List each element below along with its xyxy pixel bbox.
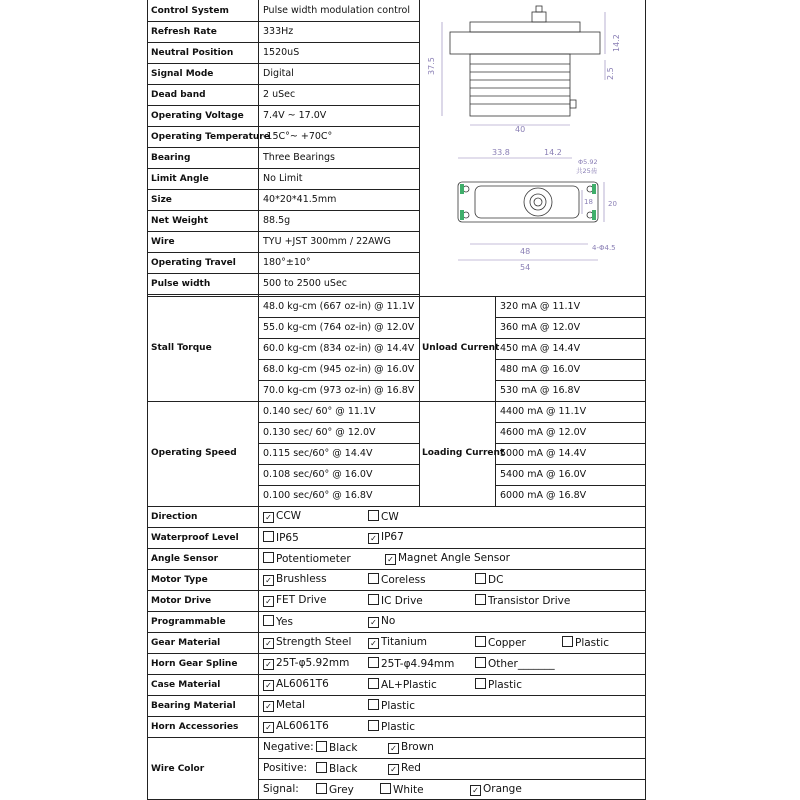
option-row-divider [147,695,646,696]
option-item[interactable] [263,573,327,586]
dim-top-mount: 48 [520,247,531,256]
spec-label: Limit Angle [151,174,209,184]
unchecked-checkbox-icon[interactable] [475,594,486,605]
option-item[interactable] [368,678,437,691]
wire-option[interactable] [380,783,424,796]
spec-value: 88.5g [263,215,291,226]
sub-row-divider [258,422,419,423]
option-text: No [381,615,396,627]
wire-option-text: Red [401,762,421,774]
option-row-divider [147,674,646,675]
spec-row-divider [147,231,419,232]
option-label: Bearing Material [151,701,236,711]
unchecked-checkbox-icon[interactable] [316,741,327,752]
option-row-divider [147,548,646,549]
wire-option-text: White [393,784,424,796]
option-label: Motor Drive [151,596,212,606]
dim-top-holes: 4-Φ4.5 [592,244,616,252]
table-border-left [147,0,148,800]
spec-value: 2 uSec [263,89,296,100]
spec-row-divider [147,210,419,211]
option-text: Potentiometer [276,553,351,565]
option-text: Copper [488,637,526,649]
right-value: 450 mA @ 14.4V [500,343,581,354]
checked-checkbox-icon[interactable]: ✓ [263,575,274,586]
unchecked-checkbox-icon[interactable] [368,657,379,668]
checked-checkbox-icon[interactable]: ✓ [470,785,481,796]
dim-side-top: 14.2 [612,34,621,52]
spec-label: Wire [151,237,175,247]
sub-row-divider [495,485,645,486]
spec-value: TYU +JST 300mm / 22AWG [263,236,391,247]
sub-row-divider [258,464,419,465]
table-border-right [645,0,646,800]
option-item[interactable] [263,678,329,691]
spec-row-divider [147,21,419,22]
unchecked-checkbox-icon[interactable] [263,615,274,626]
left-value: 0.140 sec/ 60° @ 11.1V [263,406,376,417]
sub-row-divider [258,380,419,381]
unchecked-checkbox-icon[interactable] [380,783,391,794]
stall-torque-label: Stall Torque [151,343,212,353]
spec-value: No Limit [263,173,303,184]
checked-checkbox-icon[interactable]: ✓ [263,659,274,670]
option-text: AL6061T6 [276,720,329,732]
option-label: Angle Sensor [151,554,219,564]
spec-label: Dead band [151,90,206,100]
right-value: 5000 mA @ 14.4V [500,448,587,459]
unchecked-checkbox-icon[interactable] [316,762,327,773]
unchecked-checkbox-icon[interactable] [368,720,379,731]
option-text: CW [381,511,399,523]
section-divider [147,296,646,297]
option-item[interactable] [475,636,526,649]
spec-label: Signal Mode [151,69,214,79]
left-value: 0.130 sec/ 60° @ 12.0V [263,427,376,438]
left-value: 0.100 sec/60° @ 16.8V [263,490,373,501]
wire-row-divider [258,758,646,759]
sub-row-divider [495,359,645,360]
checked-checkbox-icon[interactable]: ✓ [263,638,274,649]
right-value: 4400 mA @ 11.1V [500,406,587,417]
sub-row-divider [258,338,419,339]
spec-value: 333Hz [263,26,294,37]
wire-option-text: Brown [401,741,434,753]
option-text: Brushless [276,573,327,585]
spec-value: Three Bearings [263,152,335,163]
column-divider [258,0,259,800]
right-value: 530 mA @ 16.8V [500,385,581,396]
spec-value: 500 to 2500 uSec [263,278,348,289]
wire-option[interactable] [388,741,434,754]
spec-value: -15C°~ +70C° [263,131,333,142]
spec-label: Size [151,195,172,205]
wire-option-text: Black [329,763,358,775]
right-value: 480 mA @ 16.0V [500,364,581,375]
spec-label: Bearing [151,153,191,163]
option-label: Motor Type [151,575,208,585]
checked-checkbox-icon[interactable]: ✓ [388,743,399,754]
unchecked-checkbox-icon[interactable] [475,657,486,668]
option-item[interactable] [385,552,510,565]
option-item[interactable] [562,636,609,649]
dim-side-width: 40 [515,125,526,134]
spec-row-divider [147,105,419,106]
right-value: 320 mA @ 11.1V [500,301,581,312]
dim-top-length: 54 [520,263,531,272]
option-item[interactable] [263,615,293,628]
option-item[interactable] [263,594,326,607]
option-item[interactable] [263,510,301,523]
sub-row-divider [495,317,645,318]
spec-label: Operating Travel [151,258,236,268]
spec-label: Control System [151,6,229,16]
wire-color-label: Wire Color [151,764,205,774]
dim-top-inner: 18 [584,198,593,206]
option-item[interactable] [368,657,454,670]
dim-top-gear: 14.2 [544,148,562,157]
option-row-divider [147,527,646,528]
option-text: DC [488,574,504,586]
unchecked-checkbox-icon[interactable] [368,573,379,584]
dim-spline-dia: Φ5.92 [578,158,598,166]
wire-option[interactable] [388,762,421,775]
spec-label: Operating Voltage [151,111,244,121]
left-value: 0.108 sec/60° @ 16.0V [263,469,373,480]
wire-option[interactable] [470,783,522,796]
left-value: 48.0 kg-cm (667 oz-in) @ 11.1V [263,301,415,312]
unload-current-label: Unload Current [422,343,500,353]
option-text: CCW [276,510,302,522]
right-value: 360 mA @ 12.0V [500,322,581,333]
checked-checkbox-icon[interactable]: ✓ [385,554,396,565]
wire-option-text: Grey [329,784,354,796]
option-text: Yes [276,616,293,628]
dim-top-offset: 33.8 [492,148,510,157]
option-text: Plastic [488,679,522,691]
option-label: Horn Accessories [151,722,239,732]
spec-row-divider [147,168,419,169]
wire-option[interactable] [316,762,357,775]
option-item[interactable] [263,552,351,565]
option-item[interactable] [475,573,503,586]
dim-side-height: 37.5 [427,57,436,75]
option-label: Programmable [151,617,226,627]
checked-checkbox-icon[interactable]: ✓ [263,512,274,523]
sub-row-divider [495,380,645,381]
wire-prefix: Positive: [263,762,308,774]
spec-row-divider [147,126,419,127]
unchecked-checkbox-icon[interactable] [263,552,274,563]
dim-top-outer: 20 [608,200,617,208]
option-item[interactable] [368,573,426,586]
wire-option-text: Black [329,742,358,754]
option-row-divider [147,716,646,717]
option-item[interactable] [368,720,415,733]
option-label: Case Material [151,680,221,690]
option-text: IC Drive [381,595,423,607]
spec-row-divider [147,42,419,43]
option-text: Metal [276,699,305,711]
option-text: Plastic [381,700,415,712]
spec-value: 40*20*41.5mm [263,194,337,205]
checked-checkbox-icon[interactable]: ✓ [368,617,379,628]
sub-row-divider [495,422,645,423]
spec-row-divider [147,147,419,148]
option-text: Strength Steel [276,636,352,648]
option-text: Magnet Angle Sensor [398,552,510,564]
option-text: AL+Plastic [381,679,437,691]
option-item[interactable] [263,636,351,649]
unchecked-checkbox-icon[interactable] [475,636,486,647]
option-label: Horn Gear Spline [151,659,238,669]
spec-label: Operating Temperature [151,132,270,142]
option-label: Direction [151,512,198,522]
option-text: FET Drive [276,594,327,606]
option-row-divider [147,653,646,654]
checked-checkbox-icon[interactable]: ✓ [388,764,399,775]
option-item[interactable] [263,531,299,544]
option-text: Plastic [381,721,415,733]
spec-row-divider [147,252,419,253]
checked-checkbox-icon[interactable]: ✓ [263,722,274,733]
option-text: 25T-φ5.92mm [276,657,350,669]
option-row-divider [147,737,646,738]
wire-prefix: Signal: [263,783,299,795]
servo-top-view-drawing [420,140,645,280]
option-item[interactable] [263,720,329,733]
option-item[interactable] [368,636,427,649]
unchecked-checkbox-icon[interactable] [368,594,379,605]
left-value: 68.0 kg-cm (945 oz-in) @ 16.0V [263,364,415,375]
spec-value: Digital [263,68,294,79]
option-item[interactable] [368,699,415,712]
right-value: 6000 mA @ 16.8V [500,490,587,501]
sub-row-divider [495,464,645,465]
option-text: Other_______ [488,658,555,670]
option-row-divider [147,632,646,633]
wire-option[interactable] [316,741,357,754]
wire-option[interactable] [316,783,354,796]
unchecked-checkbox-icon[interactable] [368,510,379,521]
spec-label: Net Weight [151,216,209,226]
sub-row-divider [495,338,645,339]
unchecked-checkbox-icon[interactable] [368,678,379,689]
left-value: 70.0 kg-cm (973 oz-in) @ 16.8V [263,385,415,396]
option-item[interactable] [368,615,395,628]
option-row-divider [147,569,646,570]
left-value: 60.0 kg-cm (834 oz-in) @ 14.4V [263,343,415,354]
option-label: Gear Material [151,638,221,648]
unchecked-checkbox-icon[interactable] [368,699,379,710]
spec-row-divider [147,273,419,274]
loading-current-label: Loading Current [422,448,505,458]
unchecked-checkbox-icon[interactable] [475,573,486,584]
spec-label: Pulse width [151,279,211,289]
speed-divider-1 [419,401,420,506]
checked-checkbox-icon[interactable]: ✓ [263,596,274,607]
stall-divider-1 [419,296,420,401]
sub-row-divider [495,443,645,444]
section-divider [147,506,646,507]
sub-row-divider [258,443,419,444]
option-text: Transistor Drive [488,595,571,607]
spec-row-divider [147,84,419,85]
spec-row-divider [147,63,419,64]
wire-option-text: Orange [483,783,522,795]
option-text: IP65 [276,532,299,544]
option-item[interactable] [263,657,349,670]
unchecked-checkbox-icon[interactable] [263,531,274,542]
section-divider [147,401,646,402]
dim-side-small: 2.5 [606,67,615,80]
option-item[interactable] [263,699,305,712]
option-text: Plastic [575,637,609,649]
sub-row-divider [258,359,419,360]
right-value: 5400 mA @ 16.0V [500,469,587,480]
option-row-divider [147,590,646,591]
sub-row-divider [258,317,419,318]
spec-value: 7.4V ~ 17.0V [263,110,327,121]
checked-checkbox-icon[interactable]: ✓ [368,533,379,544]
servo-side-view-drawing [420,0,645,150]
option-text: Titanium [381,636,428,648]
option-item[interactable] [475,678,522,691]
unchecked-checkbox-icon[interactable] [562,636,573,647]
checked-checkbox-icon[interactable]: ✓ [263,701,274,712]
option-item[interactable] [475,657,555,670]
wire-prefix: Negative: [263,741,314,753]
option-label: Waterproof Level [151,533,239,543]
wire-row-divider [258,779,646,780]
left-value: 55.0 kg-cm (764 oz-in) @ 12.0V [263,322,415,333]
spec-row-divider [147,189,419,190]
option-text: IP67 [381,531,404,543]
spec-label: Neutral Position [151,48,234,58]
option-text: 25T-φ4.94mm [381,658,455,670]
option-item[interactable] [475,594,570,607]
dim-spline-teeth: 共25齿 [576,167,598,175]
right-value: 4600 mA @ 12.0V [500,427,587,438]
sub-row-divider [258,485,419,486]
operating-speed-label: Operating Speed [151,448,237,458]
spec-label: Refresh Rate [151,27,217,37]
spec-value: 180°±10° [263,257,311,268]
option-item[interactable] [368,531,404,544]
spec-row-divider [147,294,419,295]
unchecked-checkbox-icon[interactable] [475,678,486,689]
left-value: 0.115 sec/60° @ 14.4V [263,448,373,459]
checked-checkbox-icon[interactable]: ✓ [263,680,274,691]
option-text: Coreless [381,574,426,586]
option-item[interactable] [368,594,423,607]
unchecked-checkbox-icon[interactable] [316,783,327,794]
option-row-divider [147,611,646,612]
checked-checkbox-icon[interactable]: ✓ [368,638,379,649]
option-item[interactable] [368,510,399,523]
spec-value: Pulse width modulation control [263,5,410,16]
option-text: AL6061T6 [276,678,329,690]
spec-value: 1520uS [263,47,300,58]
